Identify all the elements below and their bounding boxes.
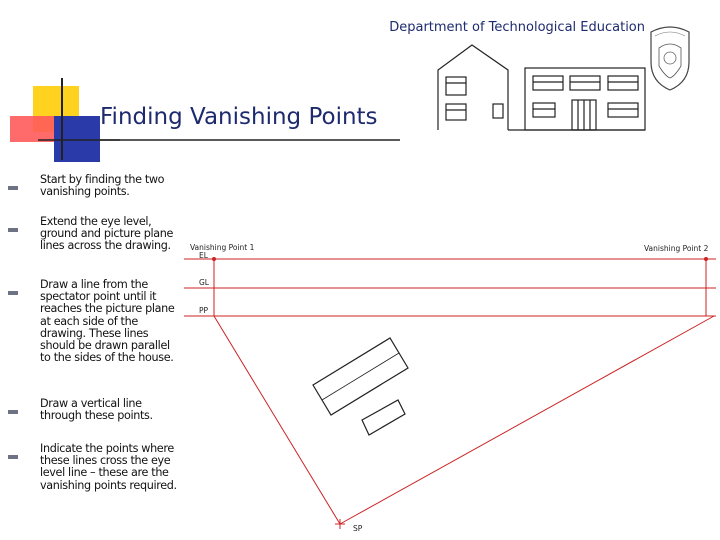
slide-title: Finding Vanishing Points [100,104,378,130]
eye-level-label: EL [199,251,208,260]
spectator-point-marker [335,519,345,529]
department-name: Department of Technological Education [389,20,645,35]
bullet-text: Extend the eye level, ground and picture plane lines across the drawing. [40,215,174,253]
ground-line-label: GL [199,278,209,287]
bullet-text: Draw a vertical line through these points. [40,397,153,423]
house-plan [313,338,408,435]
picture-plane-label: PP [199,306,209,315]
vanishing-point-1-marker [212,257,216,261]
vanishing-point-1-label: Vanishing Point 1 [190,243,255,252]
vanishing-point-2-label: Vanishing Point 2 [644,244,709,253]
bullet-text: Draw a line from the spectator point until it reaches the picture plane at each side of the drawing. These lines should be drawn parallel to the sides of the house. [40,278,175,365]
bullet-text: Start by finding the two vanishing points. [40,173,165,199]
spectator-point-label: SP [353,524,363,533]
bullet-text: Indicate the points where these lines cross the eye level line – these are the vanishing points required. [40,442,177,492]
sightline-left [214,316,340,524]
vanishing-point-2-marker [704,257,708,261]
